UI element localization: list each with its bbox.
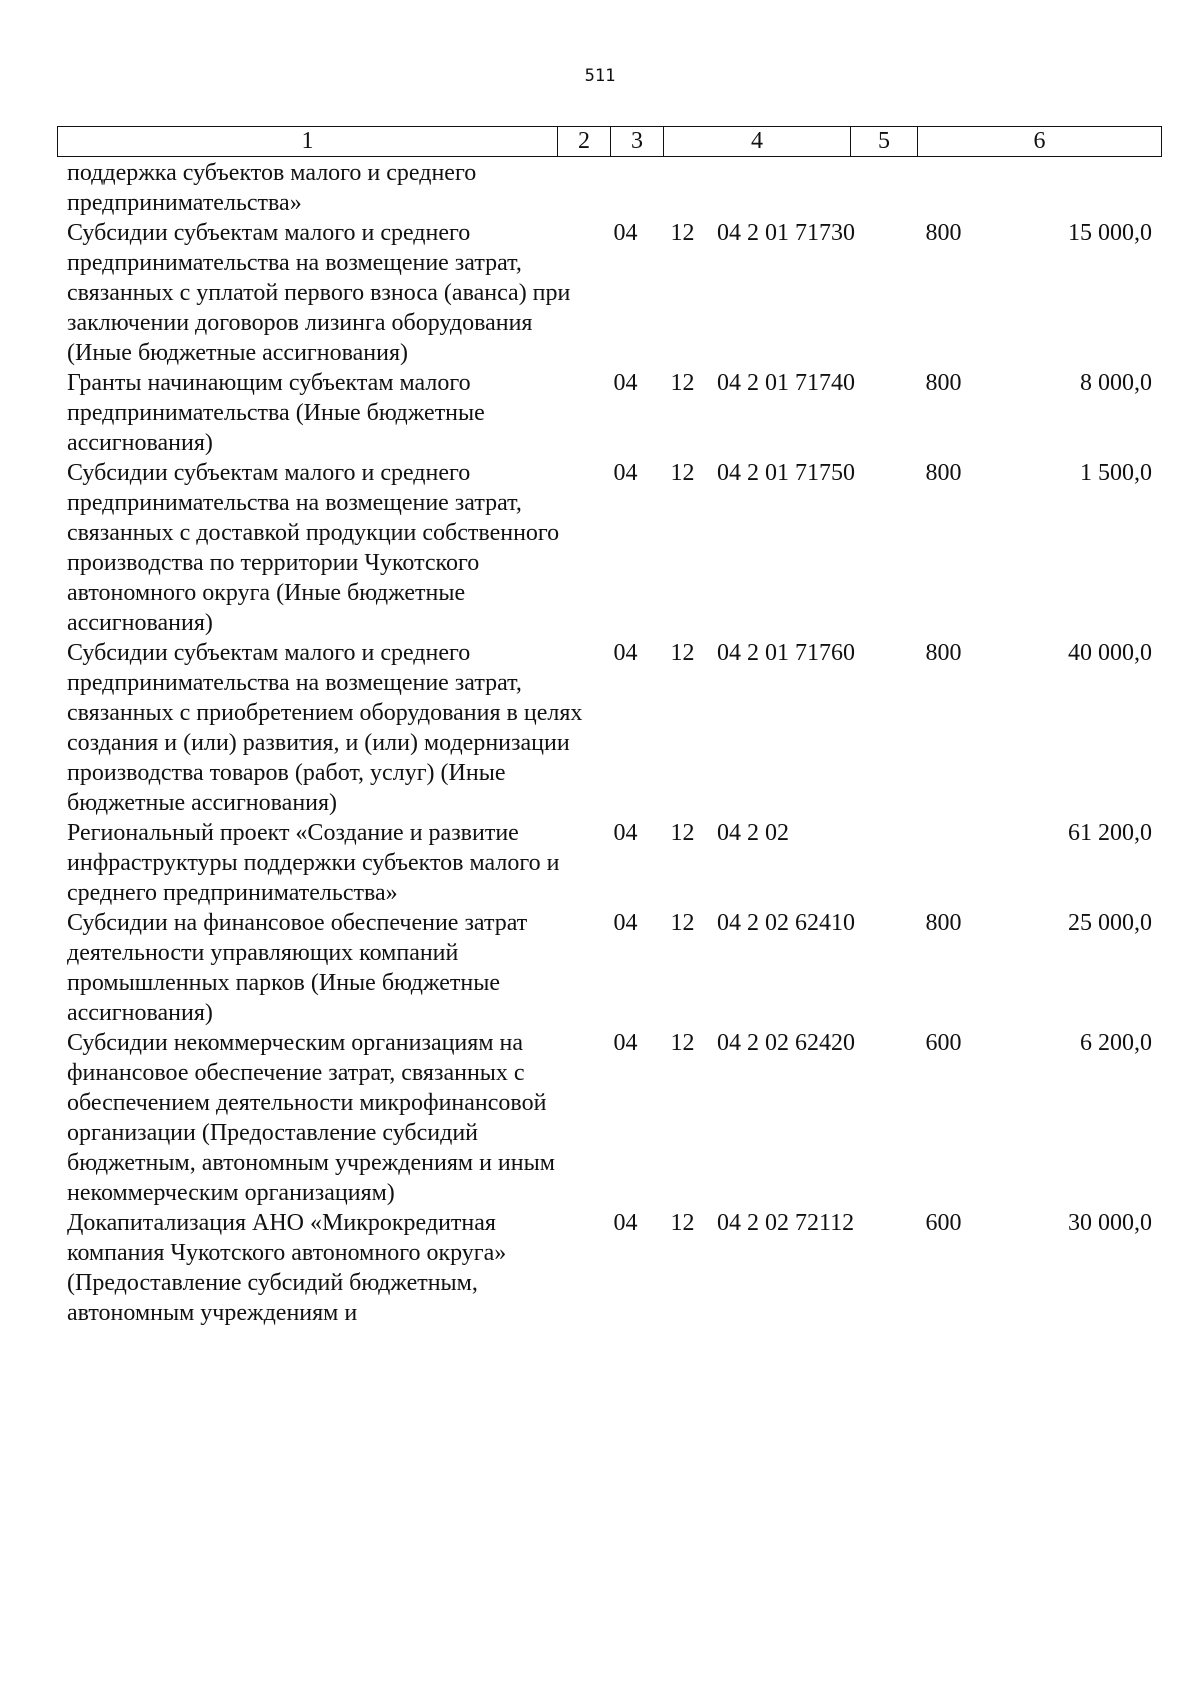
row-target-code: 04 2 01 71760 bbox=[717, 640, 855, 666]
row-amount: 40 000,0 bbox=[1068, 640, 1152, 666]
row-target-code: 04 2 02 bbox=[717, 820, 789, 846]
row-section-code: 04 bbox=[613, 1030, 638, 1056]
row-amount: 61 200,0 bbox=[1068, 820, 1152, 846]
header-col-5: 5 bbox=[851, 127, 918, 157]
header-row bbox=[58, 127, 1162, 157]
row-subsection-code: 12 bbox=[670, 910, 695, 936]
row-target-code: 04 2 02 62420 bbox=[717, 1030, 855, 1056]
row-section-code: 04 bbox=[613, 910, 638, 936]
row-expense-type: 600 bbox=[925, 1210, 962, 1236]
table-row bbox=[57, 158, 1162, 218]
row-section-code: 04 bbox=[613, 1210, 638, 1236]
row-subsection-code: 12 bbox=[670, 640, 695, 666]
header-col-4: 4 bbox=[664, 127, 851, 157]
row-description: Региональный проект «Создание и развитие инфраструктуры поддержки субъектов малого и среднего предпринимательства» bbox=[67, 820, 560, 906]
row-expense-type: 800 bbox=[925, 640, 962, 666]
table-row bbox=[57, 368, 1162, 458]
row-subsection-code: 12 bbox=[670, 1030, 695, 1056]
page-number: 511 bbox=[584, 66, 616, 86]
row-expense-type: 800 bbox=[925, 220, 962, 246]
header-col-1: 1 bbox=[58, 127, 558, 157]
header-col-3: 3 bbox=[611, 127, 664, 157]
row-description: Субсидии субъектам малого и среднего предпринимательства на возмещение затрат, связанных с доставкой продукции собственного производства по территории Чукотского автономного округа (Иные бюджетные ассигнования) bbox=[67, 460, 560, 636]
row-amount: 30 000,0 bbox=[1068, 1210, 1152, 1236]
row-subsection-code: 12 bbox=[670, 1210, 695, 1236]
row-target-code: 04 2 02 62410 bbox=[717, 910, 855, 936]
row-expense-type: 800 bbox=[925, 910, 962, 936]
row-section-code: 04 bbox=[613, 640, 638, 666]
budget-table-body bbox=[57, 158, 1162, 1328]
row-amount: 1 500,0 bbox=[1080, 460, 1152, 486]
row-target-code: 04 2 01 71730 bbox=[717, 220, 855, 246]
table-row bbox=[57, 908, 1162, 1028]
row-expense-type: 800 bbox=[925, 460, 962, 486]
row-target-code: 04 2 02 72112 bbox=[717, 1210, 855, 1236]
table-row bbox=[57, 638, 1162, 818]
row-section-code: 04 bbox=[613, 370, 638, 396]
row-section-code: 04 bbox=[613, 820, 638, 846]
row-description: Гранты начинающим субъектам малого предпринимательства (Иные бюджетные ассигнования) bbox=[67, 370, 485, 456]
row-amount: 25 000,0 bbox=[1068, 910, 1152, 936]
row-amount: 15 000,0 bbox=[1068, 220, 1152, 246]
row-subsection-code: 12 bbox=[670, 370, 695, 396]
row-amount: 6 200,0 bbox=[1080, 1030, 1152, 1056]
row-section-code: 04 bbox=[613, 460, 638, 486]
table-row bbox=[57, 218, 1162, 368]
row-description: Субсидии на финансовое обеспечение затрат деятельности управляющих компаний промышленных парков (Иные бюджетные ассигнования) bbox=[67, 910, 528, 1026]
row-description: Субсидии некоммерческим организациям на финансовое обеспечение затрат, связанных с обеспечением деятельности микрофинансовой организации (Предоставление субсидий бюджетным, автономным учреждениям и иным некоммерческим организациям) bbox=[67, 1030, 555, 1206]
row-subsection-code: 12 bbox=[670, 460, 695, 486]
table-row bbox=[57, 1028, 1162, 1208]
row-subsection-code: 12 bbox=[670, 820, 695, 846]
header-col-6: 6 bbox=[918, 127, 1162, 157]
row-description: поддержка субъектов малого и среднего предпринимательства» bbox=[67, 160, 477, 216]
row-subsection-code: 12 bbox=[670, 220, 695, 246]
row-amount: 8 000,0 bbox=[1080, 370, 1152, 396]
table-row bbox=[57, 458, 1162, 638]
row-description: Субсидии субъектам малого и среднего предпринимательства на возмещение затрат, связанных с приобретением оборудования в целях создания и (или) развития, и (или) модернизации производства товаров (работ, услуг) (Иные бюджетные ассигнования) bbox=[67, 640, 583, 816]
row-expense-type: 600 bbox=[925, 1030, 962, 1056]
row-expense-type: 800 bbox=[925, 370, 962, 396]
header-col-2: 2 bbox=[558, 127, 611, 157]
row-section-code: 04 bbox=[613, 220, 638, 246]
table-row bbox=[57, 1208, 1162, 1328]
table-header bbox=[57, 126, 1162, 157]
row-target-code: 04 2 01 71740 bbox=[717, 370, 855, 396]
row-description: Докапитализация АНО «Микрокредитная компания Чукотского автономного округа» (Предоставление субсидий бюджетным, автономным учреждениям и bbox=[67, 1210, 507, 1326]
table-row bbox=[57, 818, 1162, 908]
row-target-code: 04 2 01 71750 bbox=[717, 460, 855, 486]
row-description: Субсидии субъектам малого и среднего предпринимательства на возмещение затрат, связанных с уплатой первого взноса (аванса) при заключении договоров лизинга оборудования (Иные бюджетные ассигнования) bbox=[67, 220, 571, 366]
